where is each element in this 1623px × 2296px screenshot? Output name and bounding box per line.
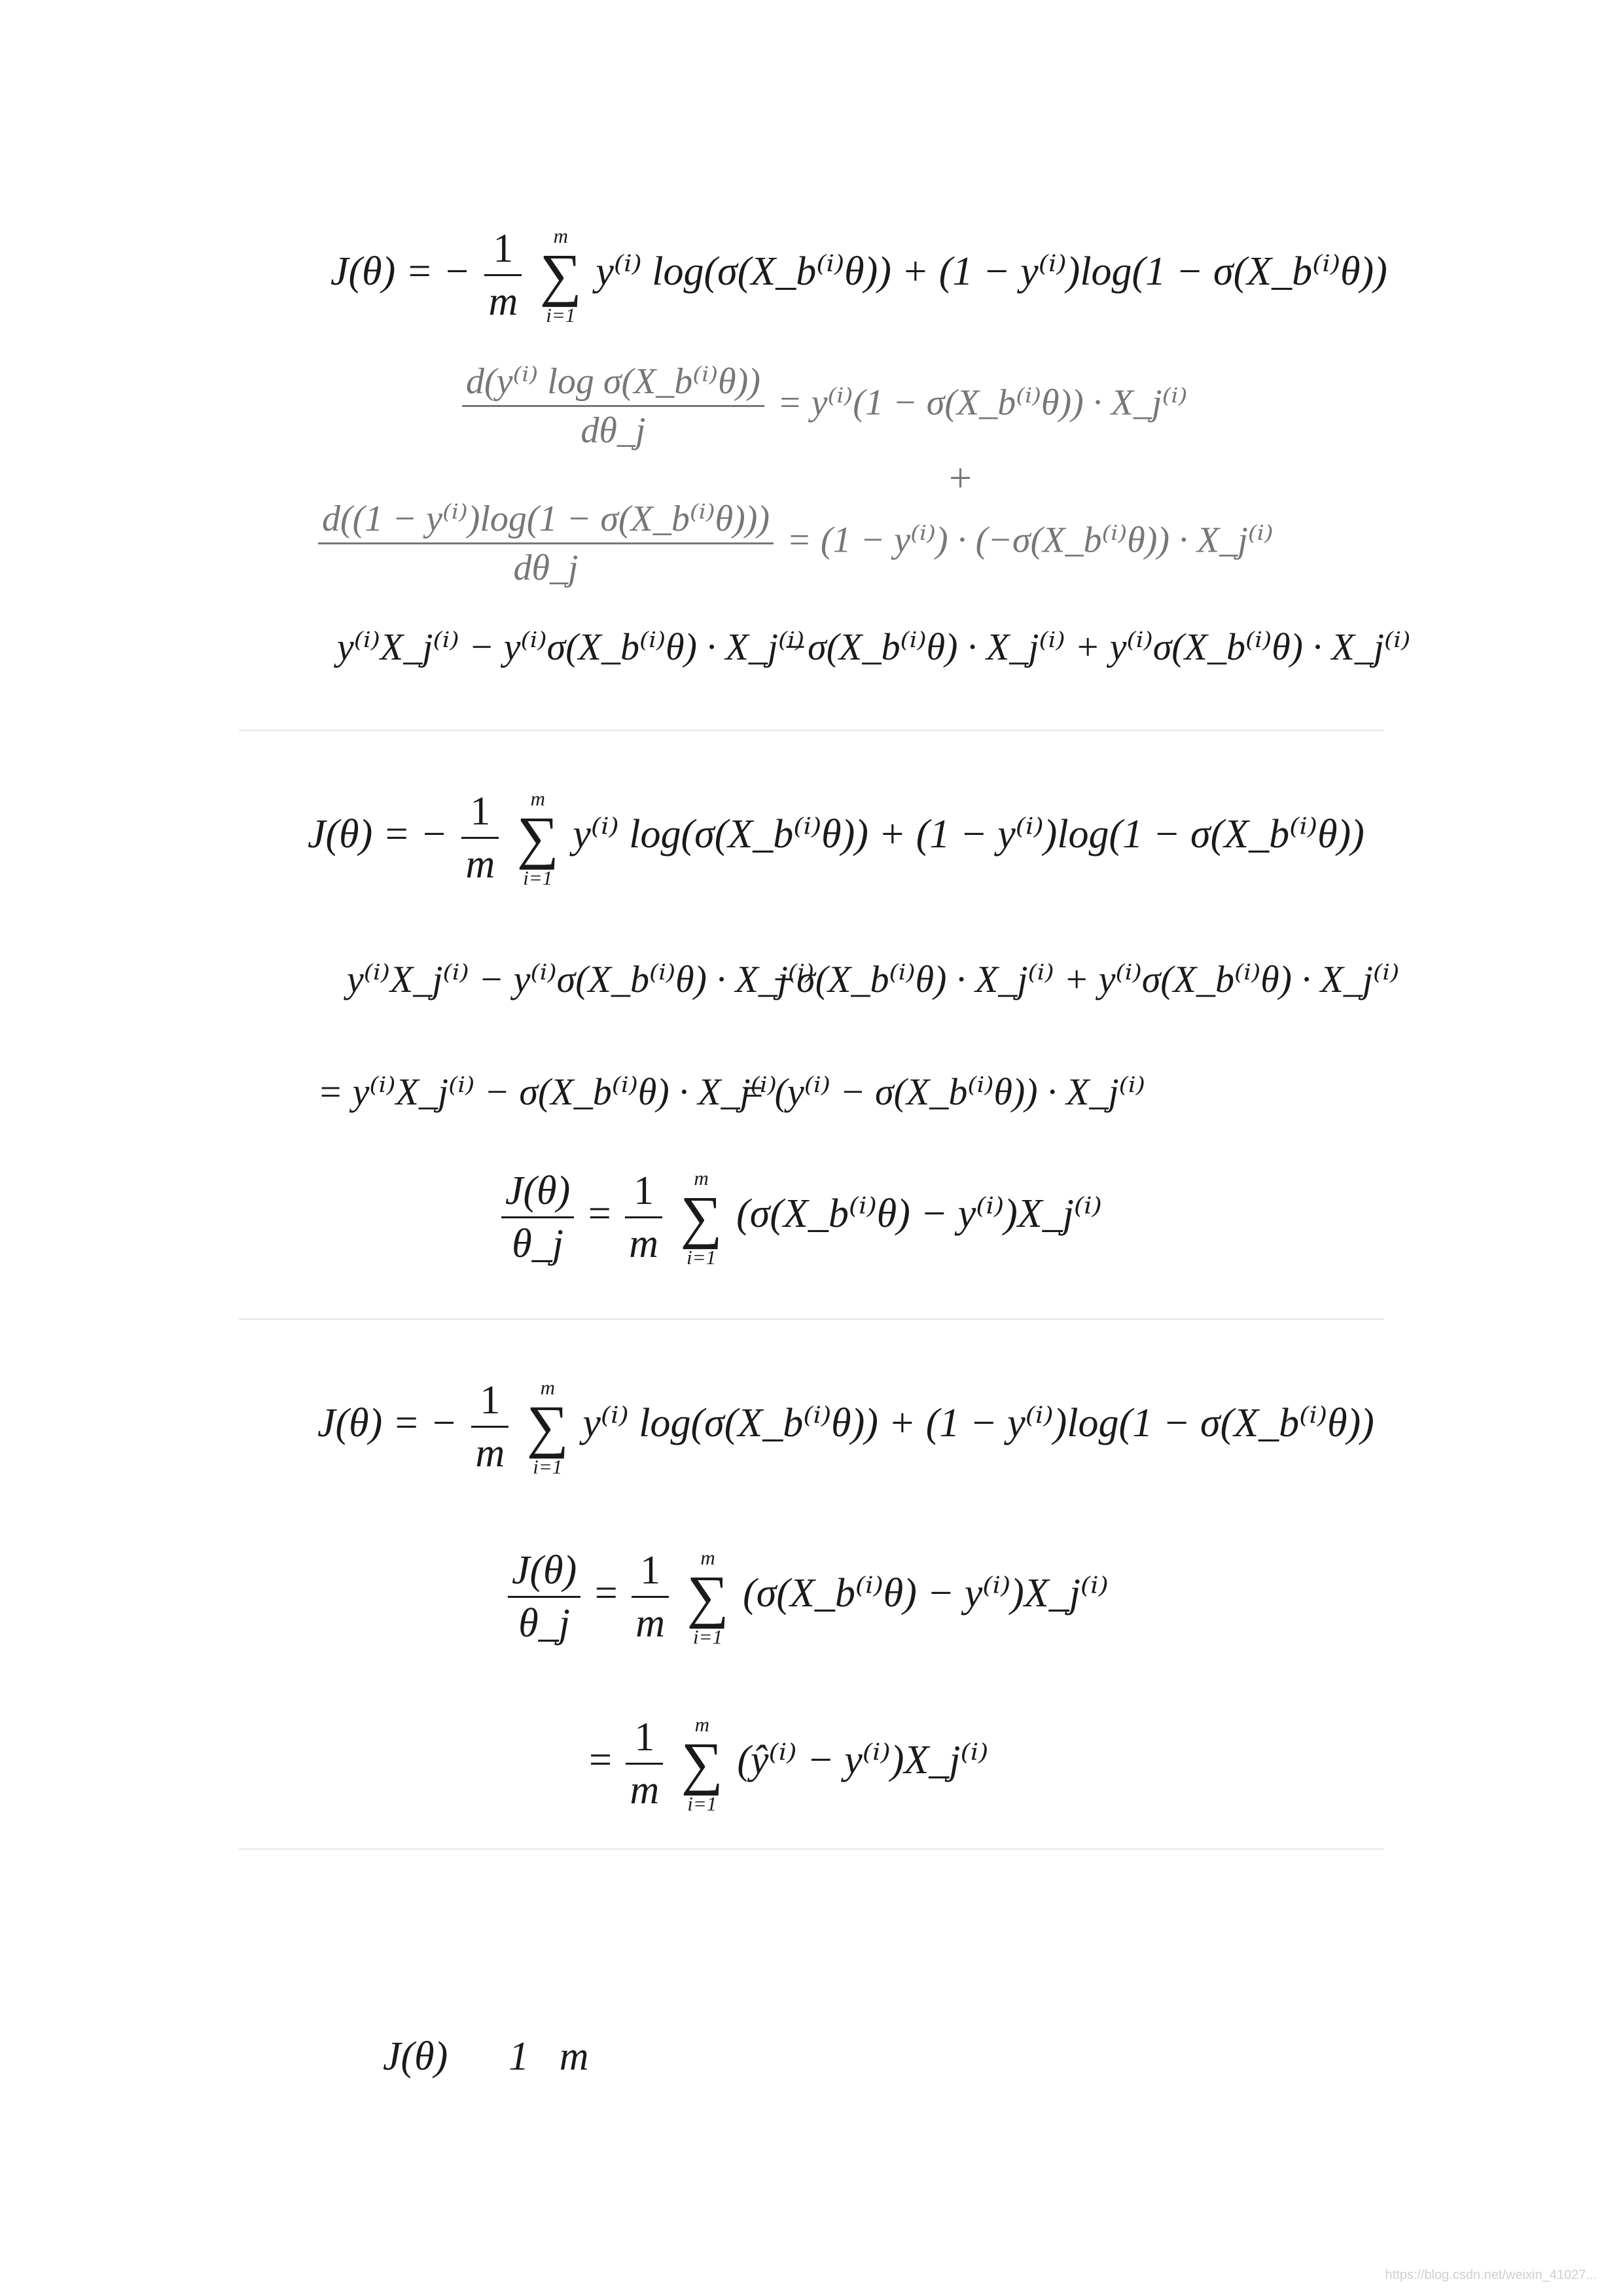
block3-final-sum-symbol: ∑ xyxy=(681,1731,723,1796)
block3-cost-frac-den: m xyxy=(475,1431,505,1476)
block3-final-rhs: (ŷ⁽ⁱ⁾ − y⁽ⁱ⁾)X_j⁽ⁱ⁾ xyxy=(737,1738,989,1783)
block3-sum-symbol: ∑ xyxy=(526,1394,569,1459)
block2-cost-frac-num: 1 xyxy=(461,791,499,839)
block3-final-sum-bottom: i=1 xyxy=(687,1792,717,1815)
block2-simplify-a: = y⁽ⁱ⁾X_j⁽ⁱ⁾ − σ(X_b⁽ⁱ⁾θ) · X_j⁽ⁱ⁾ xyxy=(317,1070,777,1113)
block2-grad-lhs-fraction xyxy=(501,1169,574,1267)
block2-grad-frac-den: m xyxy=(629,1222,659,1267)
block2-grad-sum-bottom: i=1 xyxy=(687,1245,717,1269)
block3-grad-frac-den: m xyxy=(635,1601,666,1646)
block2-cost-function xyxy=(308,788,1364,888)
block1-sum-symbol: ∑ xyxy=(539,243,582,308)
block1-cost-fraction xyxy=(484,226,522,325)
block1-cost-frac-den: m xyxy=(488,279,518,325)
block2-sum-symbol: ∑ xyxy=(516,805,559,870)
block1-derivative-2 xyxy=(314,501,1274,586)
block2-grad-rhs: (σ(X_b⁽ⁱ⁾θ) − y⁽ⁱ⁾)X_j⁽ⁱ⁾ xyxy=(736,1192,1102,1237)
block2-expansion-a: y⁽ⁱ⁾X_j⁽ⁱ⁾ − y⁽ⁱ⁾σ(X_b⁽ⁱ⁾θ) · X_j⁽ⁱ⁾ xyxy=(347,958,815,1000)
block3-cost-frac-num: 1 xyxy=(471,1380,508,1428)
block2-cost-lhs: J(θ) = − xyxy=(308,812,448,857)
block2-grad-sum-symbol: ∑ xyxy=(680,1185,722,1250)
block1-plus: + xyxy=(949,456,972,501)
block1-cost-function xyxy=(330,226,1387,325)
divider-3 xyxy=(239,1848,1384,1850)
block3-cost-function xyxy=(317,1377,1374,1477)
block4-partial-text: J(θ) 1 m xyxy=(383,2034,589,2079)
block1-sum-bottom: i=1 xyxy=(546,303,576,327)
block3-final-summation xyxy=(681,1714,723,1814)
block1-expansion-a: y⁽ⁱ⁾X_j⁽ⁱ⁾ − y⁽ⁱ⁾σ(X_b⁽ⁱ⁾θ) · X_j⁽ⁱ⁾ xyxy=(337,626,805,668)
block3-final-fraction xyxy=(626,1715,663,1813)
block2-grad-den: θ_j xyxy=(512,1222,563,1267)
block3-sum-top: m xyxy=(540,1376,555,1399)
block3-grad-sum-top: m xyxy=(700,1546,715,1569)
block2-summation xyxy=(517,788,559,888)
block3-grad-den: θ_j xyxy=(518,1601,570,1646)
block1-cost-frac-num: 1 xyxy=(484,228,522,276)
block1-summation xyxy=(540,226,582,325)
block2-grad-summation xyxy=(681,1168,722,1267)
block1-derivative-1 xyxy=(458,363,1187,449)
block1-d1-fraction xyxy=(462,363,764,449)
block1-d1-den: dθ_j xyxy=(580,410,646,451)
block3-summation xyxy=(527,1377,569,1477)
block1-expansion-b: −σ(X_b⁽ⁱ⁾θ) · X_j⁽ⁱ⁾ + y⁽ⁱ⁾σ(X_b⁽ⁱ⁾θ) · X_j⁽ⁱ⁾ xyxy=(782,626,1411,668)
block3-final-sum-top: m xyxy=(694,1713,709,1736)
block2-sum-top: m xyxy=(530,787,545,810)
block3-grad-rhs: (σ(X_b⁽ⁱ⁾θ) − y⁽ⁱ⁾)X_j⁽ⁱ⁾ xyxy=(743,1571,1109,1616)
block1-d1-num: d(y⁽ⁱ⁾ log σ(X_b⁽ⁱ⁾θ)) xyxy=(462,363,764,407)
block2-sum-bottom: i=1 xyxy=(523,866,553,889)
block3-final-frac-num: 1 xyxy=(626,1717,663,1765)
block2-simplify-b: = (y⁽ⁱ⁾ − σ(X_b⁽ⁱ⁾θ)) · X_j⁽ⁱ⁾ xyxy=(740,1070,1145,1113)
block3-grad-num: J(θ) xyxy=(508,1550,580,1598)
block2-expansion-b: −σ(X_b⁽ⁱ⁾θ) · X_j⁽ⁱ⁾ + y⁽ⁱ⁾σ(X_b⁽ⁱ⁾θ) · X_j⁽ⁱ⁾ xyxy=(771,958,1400,1000)
block3-grad-lhs-fraction xyxy=(508,1550,580,1644)
block2-cost-frac-den: m xyxy=(465,842,495,887)
block1-d2-num: d((1 − y⁽ⁱ⁾)log(1 − σ(X_b⁽ⁱ⁾θ))) xyxy=(318,501,774,544)
divider-2 xyxy=(239,1318,1384,1320)
block1-d2-rhs: = (1 − y⁽ⁱ⁾) · (−σ(X_b⁽ⁱ⁾θ)) · X_j⁽ⁱ⁾ xyxy=(787,520,1274,561)
block3-cost-fraction xyxy=(471,1380,508,1474)
block3-grad-sum-symbol: ∑ xyxy=(687,1564,729,1629)
divider-1 xyxy=(239,730,1384,731)
block1-d2-den: dθ_j xyxy=(513,548,579,588)
block1-d1-rhs: = y⁽ⁱ⁾(1 − σ(X_b⁽ⁱ⁾θ)) · X_j⁽ⁱ⁾ xyxy=(777,382,1188,423)
block3-final-frac-den: m xyxy=(630,1768,660,1813)
block3-grad-fraction xyxy=(632,1550,669,1644)
block2-cost-rhs: y⁽ⁱ⁾ log(σ(X_b⁽ⁱ⁾θ)) + (1 − y⁽ⁱ⁾)log(1 − σ(X_b⁽ⁱ⁾θ)) xyxy=(573,812,1364,857)
block3-sum-bottom: i=1 xyxy=(533,1455,563,1478)
block2-grad-sum-top: m xyxy=(694,1167,709,1190)
block3-final xyxy=(589,1714,988,1814)
block3-final-eq: = xyxy=(589,1738,612,1783)
block3-grad-eq: = xyxy=(594,1571,618,1616)
block2-grad-fraction xyxy=(625,1169,662,1267)
block3-cost-lhs: J(θ) = − xyxy=(317,1401,457,1446)
block1-d2-fraction xyxy=(318,501,774,586)
watermark: https://blog.csdn.net/weixin_41027... xyxy=(1385,2268,1597,2282)
block3-grad-frac-num: 1 xyxy=(632,1550,669,1598)
block2-gradient xyxy=(497,1168,1102,1267)
block3-cost-rhs: y⁽ⁱ⁾ log(σ(X_b⁽ⁱ⁾θ)) + (1 − y⁽ⁱ⁾)log(1 − σ(X_b⁽ⁱ⁾θ)) xyxy=(582,1401,1374,1446)
block1-sum-top: m xyxy=(553,224,568,247)
block2-grad-frac-num: 1 xyxy=(625,1171,662,1218)
block-4-partial xyxy=(383,2034,645,2079)
block3-gradient xyxy=(504,1547,1109,1647)
block1-cost-lhs: J(θ) = − xyxy=(330,249,471,294)
block2-cost-fraction xyxy=(461,791,499,885)
block3-grad-summation xyxy=(687,1547,729,1647)
block3-grad-sum-bottom: i=1 xyxy=(693,1625,723,1648)
block1-cost-rhs: y⁽ⁱ⁾ log(σ(X_b⁽ⁱ⁾θ)) + (1 − y⁽ⁱ⁾)log(1 − σ(X_b⁽ⁱ⁾θ)) xyxy=(596,249,1387,294)
block2-grad-eq: = xyxy=(588,1192,611,1237)
block2-grad-num: J(θ) xyxy=(501,1171,574,1218)
